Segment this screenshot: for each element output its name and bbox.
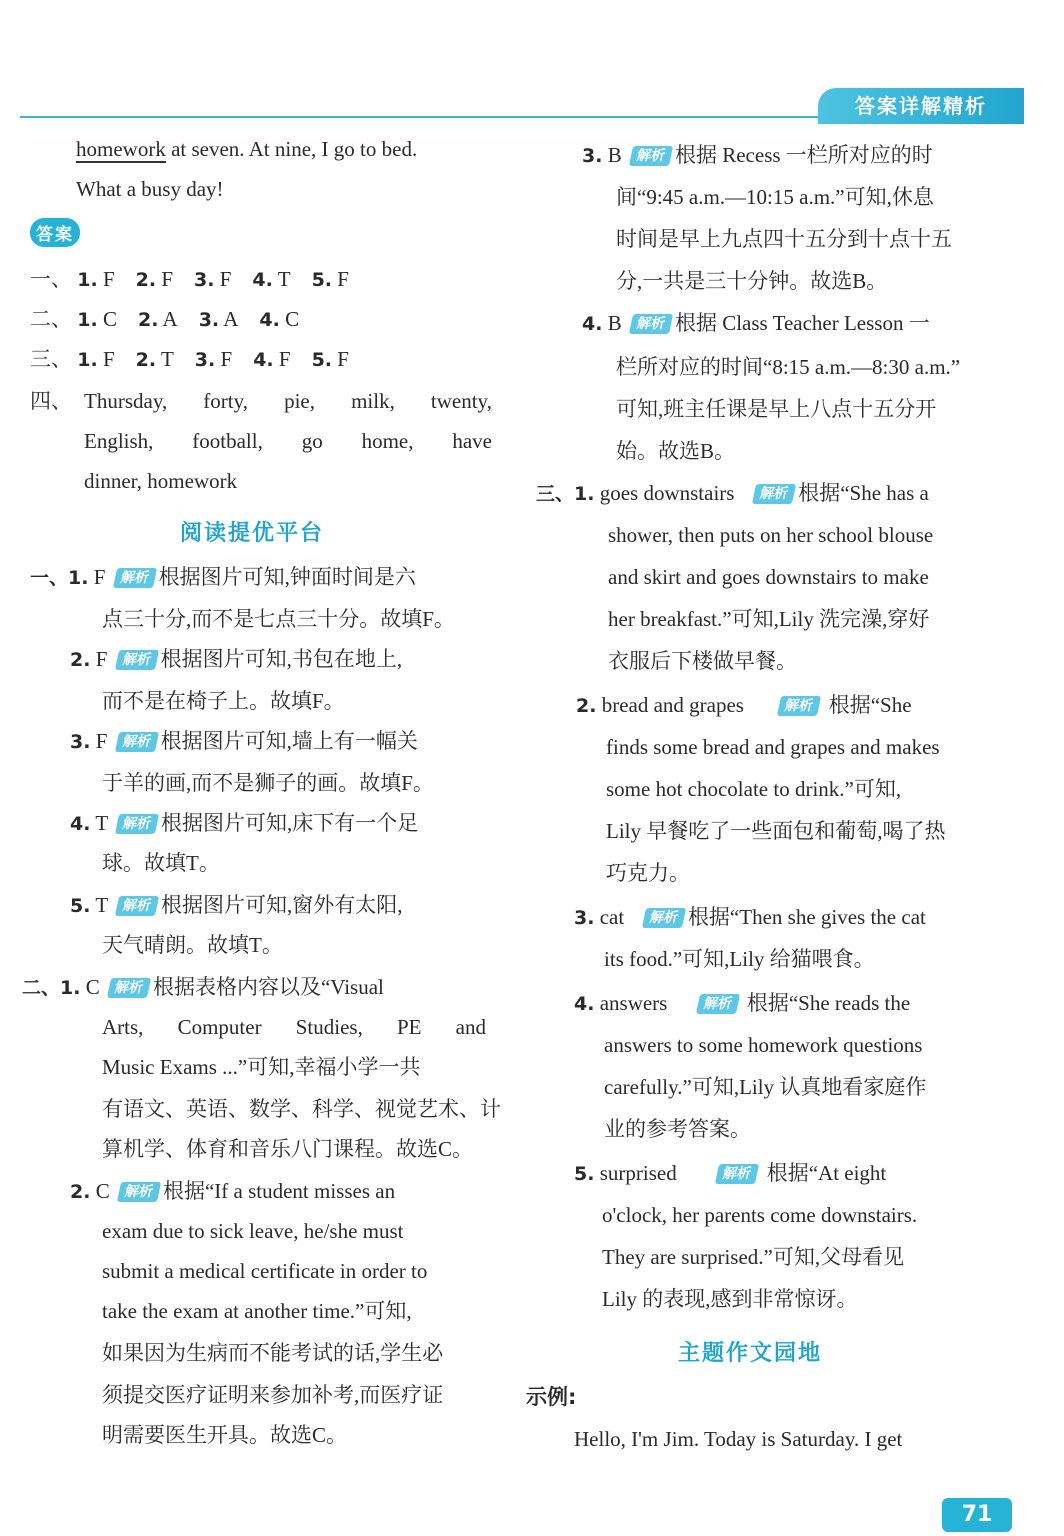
reading-r-3-line-2: 间“9:45 a.m.—10:15 a.m.”可知,休息 [616,185,934,209]
reading-3-4: 4. answers 解析 根据“She reads the [574,991,911,1015]
answers-row-2: 二、 1. C 2. A 3. A 4. C [30,307,300,331]
reading-r-4-line-3: 可知,班主任课是早上八点十五分开 [616,397,937,421]
reading-3-1-line-2: shower, then puts on her school blouse [608,523,934,547]
reading-2-2-line-2: exam due to sick leave, he/she must [102,1219,404,1243]
reading-2-2-line-3: submit a medical certificate in order to [102,1259,428,1283]
header-tab: 答案详解精析 [818,88,1024,124]
reading-1-3: 3. F 解析 根据图片可知,墙上有一幅关 [70,729,418,753]
reading-1-3-cont: 于羊的画,而不是狮子的画。故填F。 [102,771,434,795]
reading-3-1-line-5: 衣服后下楼做早餐。 [608,649,797,673]
reading-r-3-line-3: 时间是早上九点四十五分到十点十五 [616,227,952,251]
reading-2-1-line-4: 有语文、英语、数学、科学、视觉艺术、计 [102,1097,501,1121]
reading-3-5-line-3: They are surprised.”可知,父母看见 [602,1245,905,1269]
reading-3-4-line-3: carefully.”可知,Lily 认真地看家庭作 [604,1075,927,1099]
reading-3-4-line-4: 业的参考答案。 [604,1117,751,1141]
reading-r-4: 4. B 解析 根据 Class Teacher Lesson 一 [582,311,930,335]
reading-3-1: 三、1. goes downstairs 解析 根据“She has a [536,481,929,505]
reading-1-4-cont: 球。故填T。 [102,851,220,875]
reading-1-5: 5. T 解析 根据图片可知,窗外有太阳, [70,893,403,917]
answers-row-4-line-1: Thursday, forty, pie, milk, twenty, [84,389,492,413]
reading-2-2-line-7: 明需要医生开具。故选C。 [102,1423,348,1447]
reading-3-3: 3. cat 解析 根据“Then she gives the cat [574,905,926,929]
reading-2-1: 二、1. C 解析 根据表格内容以及“Visual [22,975,384,999]
example-line-1: Hello, I'm Jim. Today is Saturday. I get [574,1427,903,1451]
intro-line-1: homework at seven. At nine, I go to bed. [76,137,418,161]
reading-2-1-line-3: Music Exams ...”可知,幸福小学一共 [102,1055,421,1079]
reading-1-1: 一、1. F 解析 根据图片可知,钟面时间是六 [30,565,416,589]
reading-3-5-line-2: o'clock, her parents come downstairs. [602,1203,918,1227]
reading-1-5-cont: 天气晴朗。故填T。 [102,933,283,957]
reading-3-4-line-2: answers to some homework questions [604,1033,923,1057]
reading-3-2-line-4: Lily 早餐吃了一些面包和葡萄,喝了热 [606,819,946,843]
reading-r-4-line-2: 栏所对应的时间“8:15 a.m.—8:30 a.m.” [616,355,961,379]
example-label: 示例: [526,1385,577,1409]
reading-3-2: 2. bread and grapes 解析 根据“She [576,693,912,717]
reading-3-1-line-4: her breakfast.”可知,Lily 洗完澡,穿好 [608,607,930,631]
reading-1-1-cont: 点三十分,而不是七点三十分。故填F。 [102,607,455,631]
section-title-reading: 阅读提优平台 [180,521,325,546]
answers-row-3: 三、 1. F 2. T 3. F 4. F 5. F [30,347,349,371]
reading-r-3: 3. B 解析 根据 Recess 一栏所对应的时 [582,143,933,167]
reading-3-3-line-2: its food.”可知,Lily 给猫喂食。 [604,947,875,971]
intro-line-2: What a busy day! [76,177,224,201]
reading-r-4-line-4: 始。故选B。 [616,439,736,463]
reading-3-2-line-3: some hot chocolate to drink.”可知, [606,777,902,801]
reading-r-3-line-4: 分,一共是三十分钟。故选B。 [616,269,888,293]
reading-2-2: 2. C 解析 根据“If a student misses an [70,1179,396,1203]
page-number: 71 [942,1498,1012,1532]
reading-3-2-line-5: 巧克力。 [606,861,690,885]
reading-2-1-line-5: 算机学、体育和音乐八门课程。故选C。 [102,1137,474,1161]
reading-3-5: 5. surprised 解析 根据“At eight [574,1161,887,1185]
reading-3-5-line-4: Lily 的表现,感到非常惊讶。 [602,1287,858,1311]
reading-3-2-line-2: finds some bread and grapes and makes [606,735,940,759]
reading-2-1-line-2: Arts, Computer Studies, PE and [102,1015,486,1039]
reading-1-4: 4. T 解析 根据图片可知,床下有一个足 [70,811,419,835]
answer-badge: 答案 [30,218,80,247]
answers-row-4-line-2: English, football, go home, have [84,429,492,453]
reading-2-2-line-5: 如果因为生病而不能考试的话,学生必 [102,1341,444,1365]
reading-2-2-line-4: take the exam at another time.”可知, [102,1299,412,1323]
answers-row-4-prefix: 四、 [30,389,72,413]
reading-1-2-cont: 而不是在椅子上。故填F。 [102,689,345,713]
section-title-writing: 主题作文园地 [678,1341,823,1366]
answers-row-4-line-3: dinner, homework [84,469,238,493]
answers-row-1: 一、 1. F 2. F 3. F 4. T 5. F [30,267,349,291]
reading-3-1-line-3: and skirt and goes downstairs to make [608,565,929,589]
reading-2-2-line-6: 须提交医疗证明来参加补考,而医疗证 [102,1383,444,1407]
reading-1-2: 2. F 解析 根据图片可知,书包在地上, [70,647,403,671]
